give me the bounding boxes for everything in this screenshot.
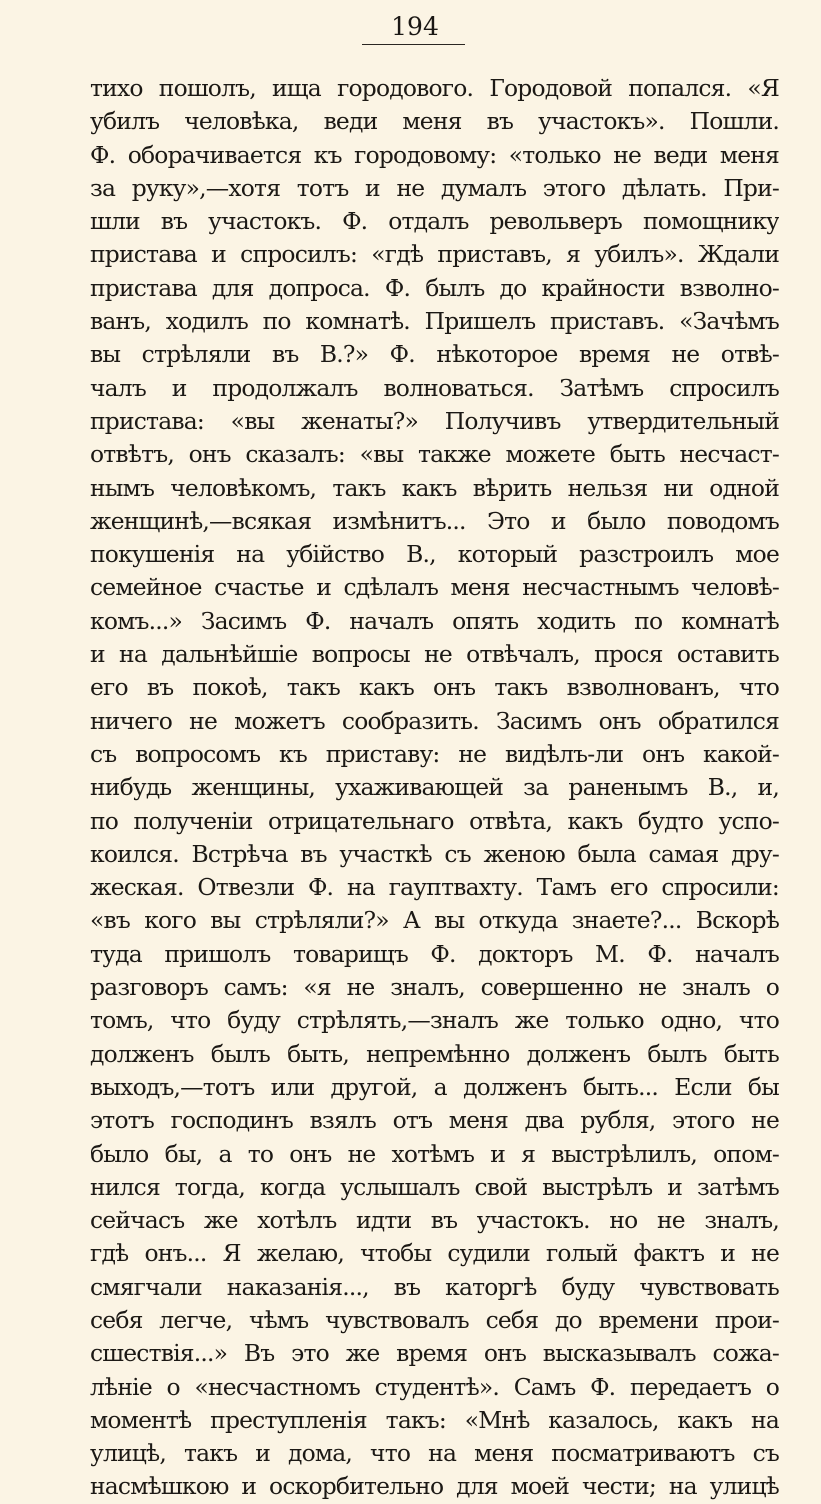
- text-line: нибудь женщины, ухаживающей за раненымъ В., и,: [90, 773, 779, 802]
- text-line: разговоръ самъ: «я не зналъ, совершенно не зналъ о: [90, 973, 779, 1002]
- text-line: Ф. оборачивается къ городовому: «только не веди меня: [90, 140, 779, 169]
- text-line: насмѣшкою и оскорбительно для моей чести; на улицѣ: [90, 1472, 779, 1501]
- text-line: было бы, а то онъ не хотѣмъ и я выстрѣлилъ, опом-: [90, 1139, 779, 1168]
- text-line: отвѣтъ, онъ сказалъ: «вы также можете быть несчаст-: [90, 440, 779, 469]
- text-line: семейное счастье и сдѣлалъ меня несчастнымъ человѣ-: [90, 573, 779, 602]
- text-line: его въ покоѣ, такъ какъ онъ такъ взволнованъ, что: [90, 673, 779, 702]
- text-line: лѣніе о «несчастномъ студентѣ». Самъ Ф. передаетъ о: [90, 1372, 779, 1401]
- text-line: съ вопросомъ къ приставу: не видѣлъ-ли онъ какой-: [90, 739, 779, 768]
- text-line: гдѣ онъ... Я желаю, чтобы судили голый фактъ и не: [90, 1239, 779, 1268]
- text-line: вы стрѣляли въ В.?» Ф. нѣкоторое время не отвѣ-: [90, 340, 779, 369]
- body-text: [90, 72, 779, 1504]
- text-line: себя легче, чѣмъ чувствовалъ себя до времени прои-: [90, 1305, 779, 1334]
- text-line: коился. Встрѣча въ участкѣ съ женою была самая дру-: [90, 839, 779, 868]
- text-line: томъ, что буду стрѣлять,—зналъ же только одно, что: [90, 1006, 779, 1035]
- header-rule: [362, 44, 465, 45]
- text-line: сшествія...» Въ это же время онъ высказывалъ сожа-: [90, 1339, 779, 1368]
- text-line: чалъ и продолжалъ волноваться. Затѣмъ спросилъ: [90, 373, 779, 402]
- text-line: туда пришолъ товарищъ Ф. докторъ М. Ф. началъ: [90, 939, 779, 968]
- text-line: выходъ,—тотъ или другой, а долженъ быть... Если бы: [90, 1072, 779, 1101]
- text-line: «въ кого вы стрѣляли?» А вы откуда знаете?... Вскорѣ: [90, 906, 779, 935]
- text-line: комъ...» Засимъ Ф. началъ опять ходить по комнатѣ: [90, 606, 779, 635]
- text-line: пристава: «вы женаты?» Получивъ утвердительный: [90, 406, 779, 435]
- text-line: женщинѣ,—всякая измѣнитъ... Это и было поводомъ: [90, 506, 779, 535]
- text-line: нымъ человѣкомъ, такъ какъ вѣрить нельзя ни одной: [90, 473, 779, 502]
- text-line: улицѣ, такъ и дома, что на меня посматриваютъ съ: [90, 1439, 779, 1468]
- text-line: и на дальнѣйшіе вопросы не отвѣчалъ, прося оставить: [90, 640, 779, 669]
- text-line: ванъ, ходилъ по комнатѣ. Пришелъ приставъ. «Зачѣмъ: [90, 307, 779, 336]
- text-line: долженъ былъ быть, непремѣнно долженъ былъ быть: [90, 1039, 779, 1068]
- text-line: сейчасъ же хотѣлъ идти въ участокъ. но не зналъ,: [90, 1206, 779, 1235]
- text-line: нился тогда, когда услышалъ свой выстрѣлъ и затѣмъ: [90, 1172, 779, 1201]
- text-line: убилъ человѣка, веди меня въ участокъ». Пошли.: [90, 107, 779, 136]
- text-line: тихо пошолъ, ища городового. Городовой попался. «Я: [90, 74, 779, 102]
- text-line: жеская. Отвезли Ф. на гауптвахту. Тамъ его спросили:: [90, 873, 779, 902]
- text-line: ничего не можетъ сообразить. Засимъ онъ обратился: [90, 706, 779, 735]
- text-line: смягчали наказанія..., въ каторгѣ буду чувствовать: [90, 1272, 779, 1301]
- text-line: этотъ господинъ взялъ отъ меня два рубля, этого не: [90, 1106, 779, 1135]
- text-line: покушенія на убійство В., который разстроилъ мое: [90, 540, 779, 569]
- text-line: шли въ участокъ. Ф. отдалъ револьверъ помощнику: [90, 207, 779, 236]
- text-line: пристава и спросилъ: «гдѣ приставъ, я убилъ». Ждали: [90, 240, 779, 269]
- text-line: за руку»,—хотя тотъ и не думалъ этого дѣлать. При-: [90, 173, 779, 202]
- text-line: пристава для допроса. Ф. былъ до крайности взволно-: [90, 273, 779, 302]
- page-number: 194: [391, 12, 439, 41]
- text-line: по полученіи отрицательнаго отвѣта, какъ будто успо-: [90, 806, 779, 835]
- text-line: моментѣ преступленія такъ: «Мнѣ казалось, какъ на: [90, 1405, 779, 1434]
